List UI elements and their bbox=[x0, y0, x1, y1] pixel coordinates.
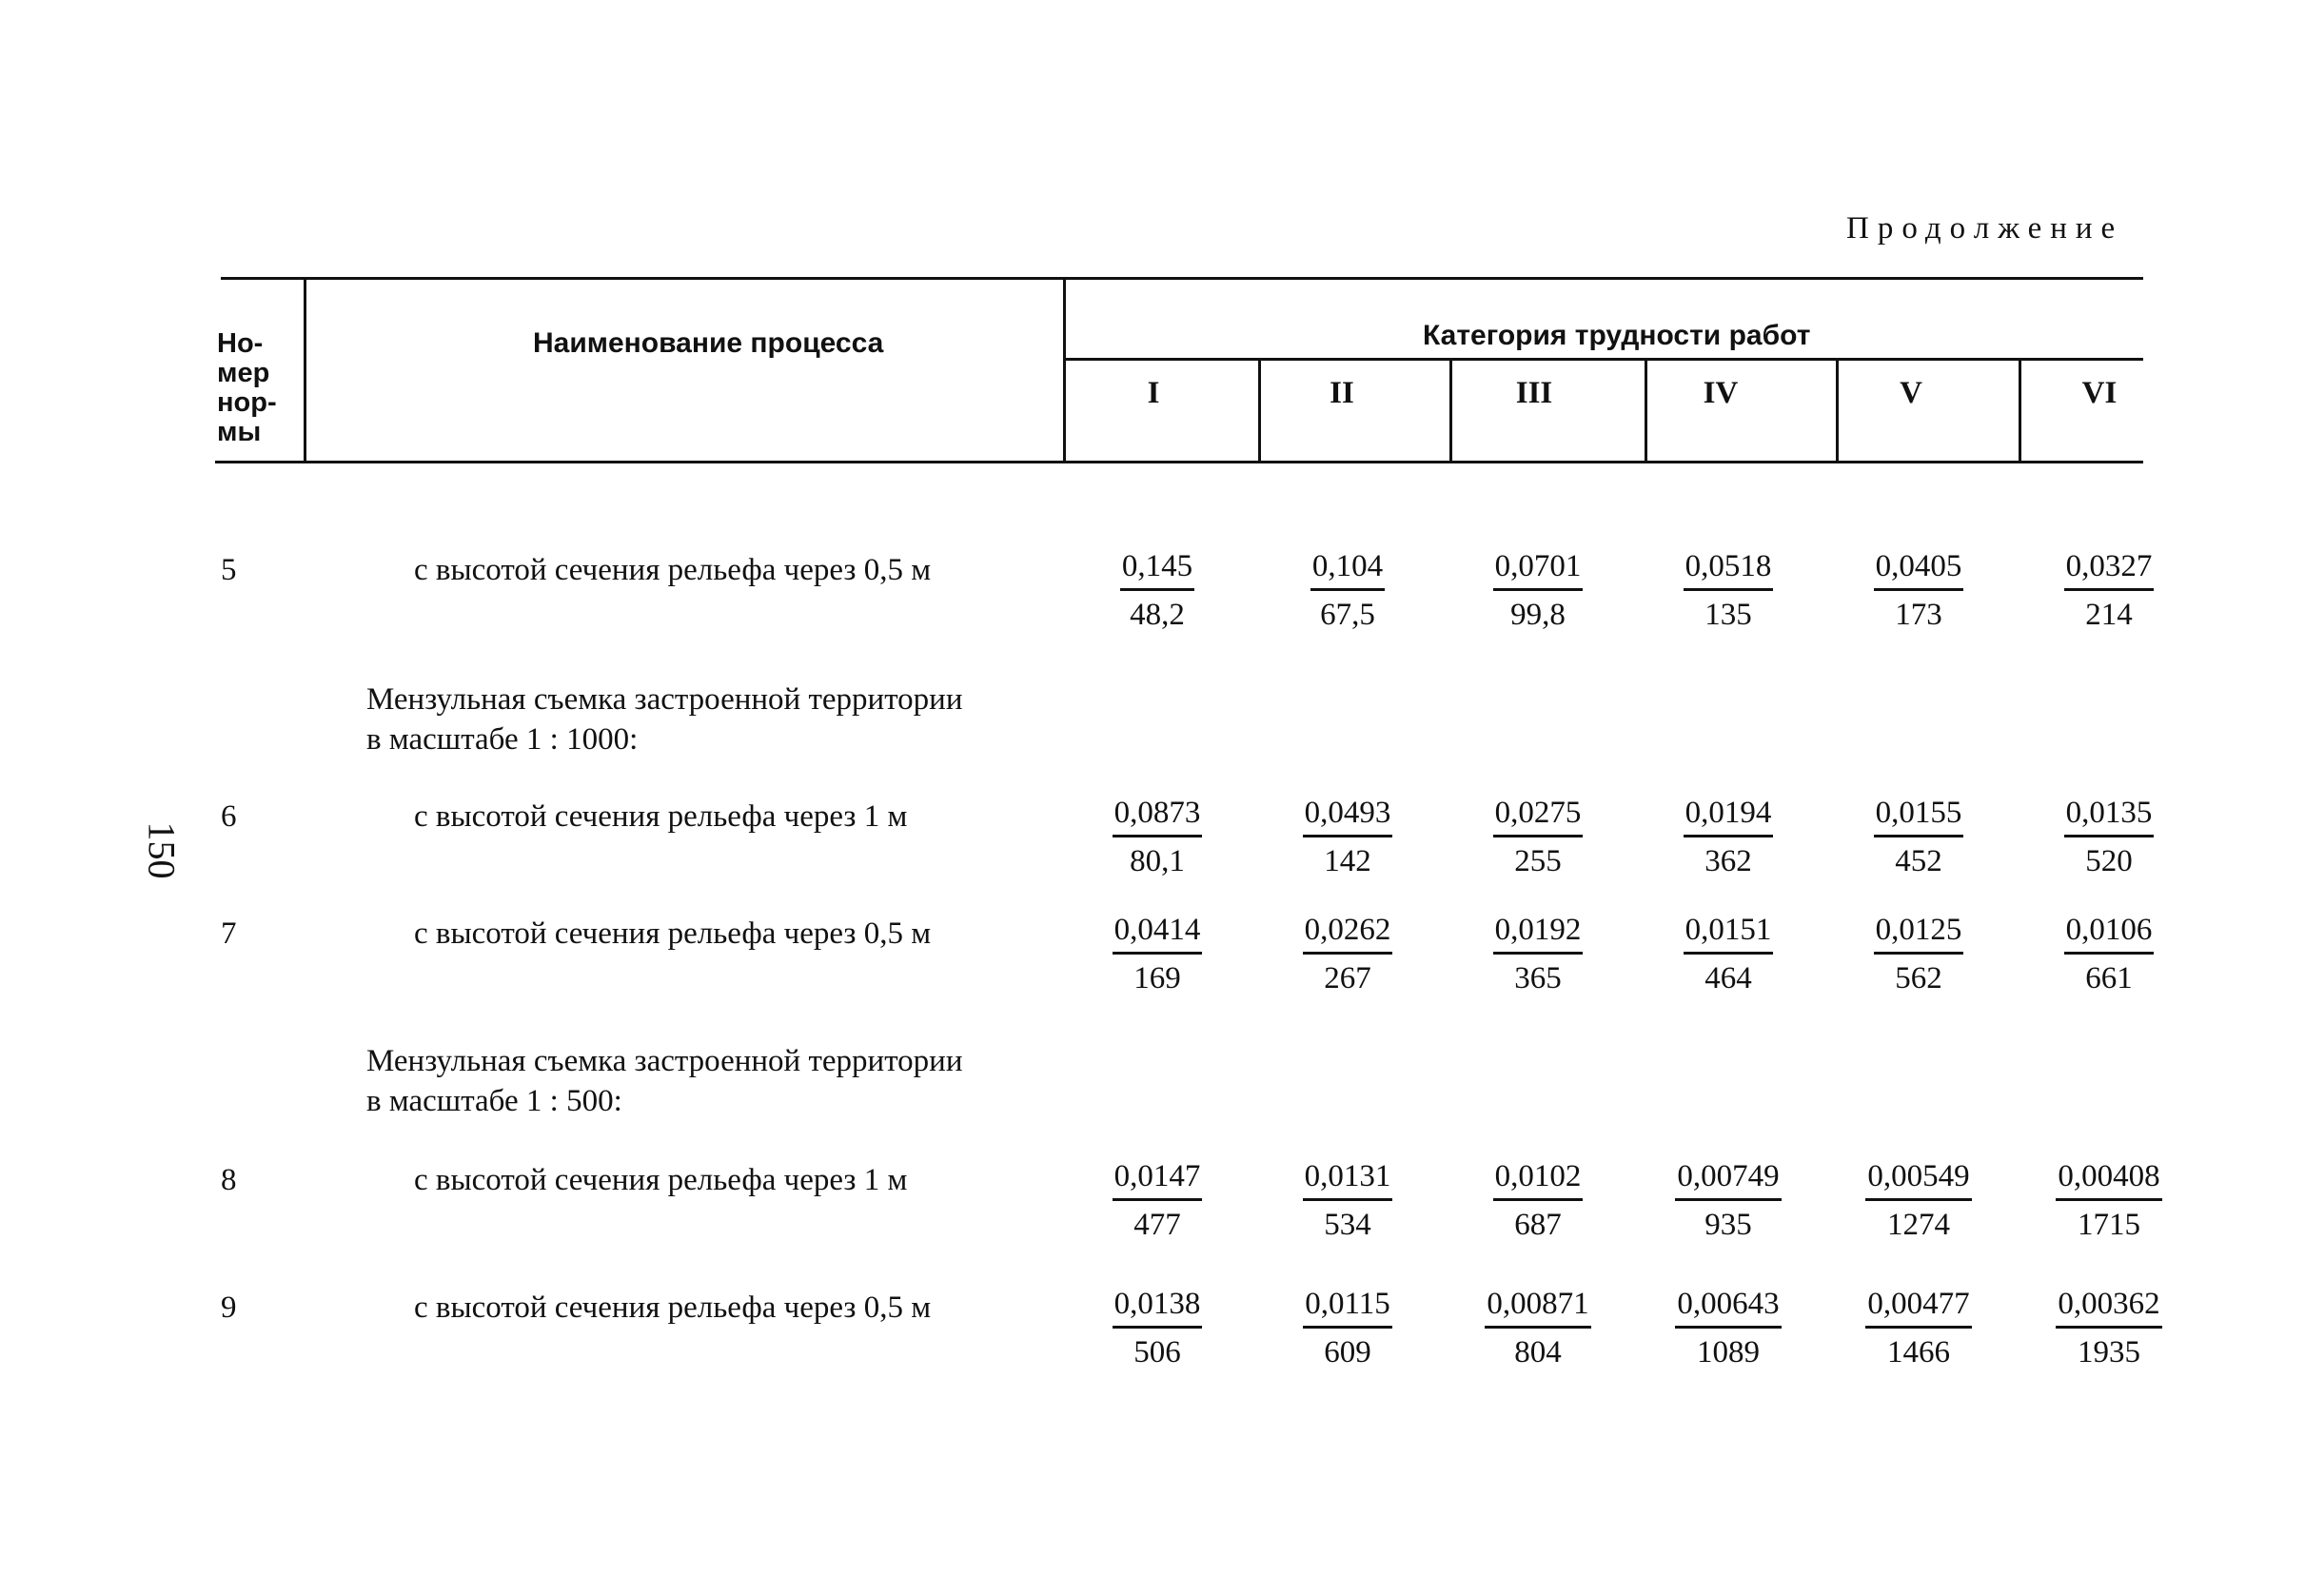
category-header-v: V bbox=[1900, 376, 1922, 410]
process-name: с высотой сечения рельефа через 1 м bbox=[414, 1163, 908, 1197]
norm-value: $\frac{0,145}{48,2}$ bbox=[1121, 549, 1193, 632]
column-divider bbox=[1836, 360, 1839, 462]
norm-number-header: Но- мер нор- мы bbox=[217, 328, 277, 447]
norm-value: $\frac{0,0493}{142}$ bbox=[1304, 796, 1391, 878]
norm-value: $\frac{0,0155}{452}$ bbox=[1875, 796, 1962, 878]
norm-value: $\frac{0,0192}{365}$ bbox=[1494, 913, 1582, 995]
process-name: с высотой сечения рельефа через 0,5 м bbox=[414, 1291, 932, 1325]
norm-value: $\frac{0,0518}{135}$ bbox=[1684, 549, 1772, 632]
norm-value: $\frac{0,00549}{1274}$ bbox=[1867, 1159, 1970, 1242]
process-name-header: Наименование процесса bbox=[533, 327, 884, 359]
section-heading: Мензульная съемка застроенной территории в масштабе 1 : 500: bbox=[366, 1044, 963, 1118]
row-number: 9 bbox=[221, 1291, 237, 1325]
category-header-ii: II bbox=[1330, 376, 1354, 410]
difficulty-category-header: Категория трудности работ bbox=[1423, 320, 1811, 351]
category-header-i: I bbox=[1147, 376, 1160, 410]
norm-value: $\frac{0,00477}{1466}$ bbox=[1867, 1287, 1970, 1369]
category-header-iv: IV bbox=[1703, 376, 1739, 410]
norm-value: $\frac{0,0138}{506}$ bbox=[1113, 1287, 1201, 1369]
section-heading: Мензульная съемка застроенной территории в масштабе 1 : 1000: bbox=[366, 682, 963, 757]
norm-value: $\frac{0,0194}{362}$ bbox=[1684, 796, 1772, 878]
norm-value: $\frac{0,0873}{80,1}$ bbox=[1113, 796, 1201, 878]
norm-value: $\frac{0,0275}{255}$ bbox=[1494, 796, 1582, 878]
norm-value: $\frac{0,104}{67,5}$ bbox=[1311, 549, 1384, 632]
page-number: 150 bbox=[140, 821, 184, 879]
norm-value: $\frac{0,0327}{214}$ bbox=[2065, 549, 2153, 632]
norm-value: $\frac{0,0131}{534}$ bbox=[1304, 1159, 1391, 1242]
column-divider bbox=[1645, 360, 1647, 462]
row-number: 5 bbox=[221, 553, 237, 587]
norm-value: $\frac{0,0115}{609}$ bbox=[1305, 1287, 1390, 1369]
table-top-rule bbox=[221, 277, 2143, 280]
column-divider bbox=[1258, 360, 1261, 462]
row-number: 6 bbox=[221, 799, 237, 834]
norm-value: $\frac{0,0147}{477}$ bbox=[1113, 1159, 1201, 1242]
norm-value: $\frac{0,0102}{687}$ bbox=[1494, 1159, 1582, 1242]
norm-value: $\frac{0,0106}{661}$ bbox=[2065, 913, 2153, 995]
column-divider bbox=[1449, 360, 1452, 462]
column-divider bbox=[2019, 360, 2021, 462]
norm-value: $\frac{0,0262}{267}$ bbox=[1304, 913, 1391, 995]
header-bottom-rule bbox=[215, 461, 2143, 463]
norm-value: $\frac{0,0405}{173}$ bbox=[1875, 549, 1962, 632]
continuation-label: Продолжение bbox=[1846, 211, 2124, 246]
category-header-vi: VI bbox=[2081, 376, 2118, 410]
process-name: с высотой сечения рельефа через 0,5 м bbox=[414, 916, 932, 951]
row-number: 7 bbox=[221, 916, 237, 951]
category-header-iii: III bbox=[1515, 376, 1553, 410]
norm-value: $\frac{0,0701}{99,8}$ bbox=[1494, 549, 1582, 632]
norm-value: $\frac{0,00749}{935}$ bbox=[1677, 1159, 1780, 1242]
norm-value: $\frac{0,0414}{169}$ bbox=[1113, 913, 1201, 995]
norm-value: $\frac{0,00871}{804}$ bbox=[1487, 1287, 1589, 1369]
norm-value: $\frac{0,00408}{1715}$ bbox=[2058, 1159, 2160, 1242]
column-divider bbox=[1063, 279, 1066, 462]
process-name: с высотой сечения рельефа через 0,5 м bbox=[414, 553, 932, 587]
norm-value: $\frac{0,0125}{562}$ bbox=[1875, 913, 1962, 995]
norm-value: $\frac{0,0135}{520}$ bbox=[2065, 796, 2153, 878]
norm-value: $\frac{0,00362}{1935}$ bbox=[2058, 1287, 2160, 1369]
norm-value: $\frac{0,00643}{1089}$ bbox=[1677, 1287, 1780, 1369]
column-divider bbox=[304, 279, 306, 462]
process-name: с высотой сечения рельефа через 1 м bbox=[414, 799, 908, 834]
norm-value: $\frac{0,0151}{464}$ bbox=[1684, 913, 1772, 995]
category-divider-rule bbox=[1064, 358, 2143, 361]
row-number: 8 bbox=[221, 1163, 237, 1197]
